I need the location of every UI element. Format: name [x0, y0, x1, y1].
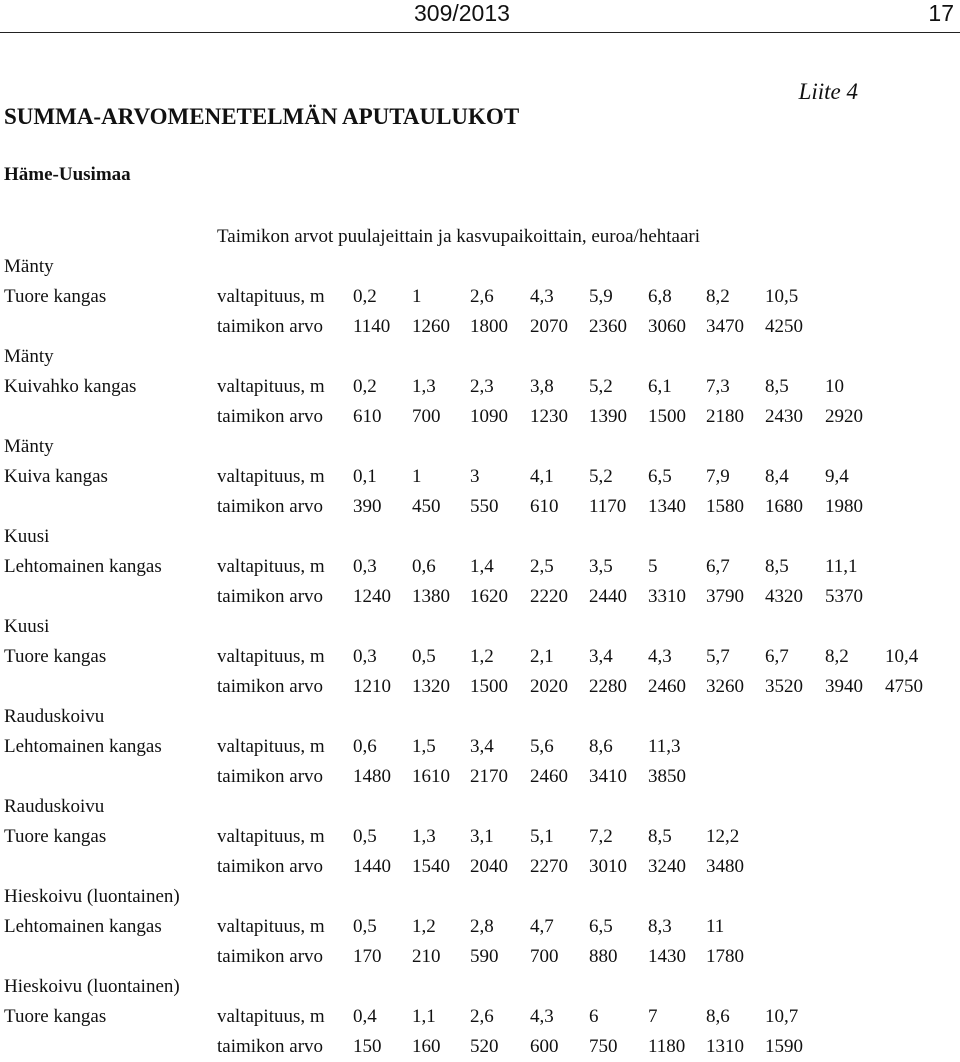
seedling-value: 2040: [470, 856, 508, 877]
species-name: Mänty: [4, 346, 54, 367]
height-value: 2,3: [470, 376, 494, 397]
height-value: 5,7: [706, 646, 730, 667]
seedling-value: 1390: [589, 406, 627, 427]
height-row: [0, 372, 960, 402]
height-value: 5,1: [530, 826, 554, 847]
height-value: 2,6: [470, 286, 494, 307]
species-name: Hieskoivu (luontainen): [4, 976, 180, 997]
height-row: [0, 282, 960, 312]
seedling-value: 1440: [353, 856, 391, 877]
seedling-value: 5370: [825, 586, 863, 607]
height-row: [0, 732, 960, 762]
site-type: Tuore kangas: [4, 646, 107, 667]
seedling-value: 2460: [530, 766, 568, 787]
height-value: 8,3: [648, 916, 672, 937]
height-value: 5,2: [589, 376, 613, 397]
height-value: 1,3: [412, 826, 436, 847]
value-label: taimikon arvo: [217, 586, 324, 607]
seedling-value: 1260: [412, 316, 450, 337]
height-value: 0,6: [353, 736, 377, 757]
height-value: 4,1: [530, 466, 554, 487]
height-value: 1,2: [470, 646, 494, 667]
height-value: 10,4: [885, 646, 919, 667]
seedling-value: 3470: [706, 316, 744, 337]
seedling-value: 2440: [589, 586, 627, 607]
value-label: taimikon arvo: [217, 766, 324, 787]
height-value: 10: [825, 376, 844, 397]
height-value: 0,5: [353, 826, 377, 847]
height-label: valtapituus, m: [217, 466, 325, 487]
height-value: 2,5: [530, 556, 554, 577]
height-value: 7,3: [706, 376, 730, 397]
seedling-value: 1500: [648, 406, 686, 427]
seedling-value: 700: [412, 406, 441, 427]
height-value: 6,5: [648, 466, 672, 487]
seedling-value: 2070: [530, 316, 568, 337]
site-type: Lehtomainen kangas: [4, 916, 162, 937]
seedling-value: 2460: [648, 676, 686, 697]
seedling-value: 1180: [648, 1036, 686, 1057]
seedling-value: 1800: [470, 316, 508, 337]
species-name: Kuusi: [4, 526, 50, 547]
height-row: [0, 912, 960, 942]
species-name: Rauduskoivu: [4, 796, 105, 817]
site-type: Tuore kangas: [4, 286, 107, 307]
height-value: 5: [648, 556, 658, 577]
seedling-value: 1310: [706, 1036, 744, 1057]
height-row: [0, 1002, 960, 1032]
height-value: 0,1: [353, 466, 377, 487]
page-title: SUMMA-ARVOMENETELMÄN APUTAULUKOT: [4, 104, 520, 129]
seedling-value: 1090: [470, 406, 508, 427]
seedling-value: 3790: [706, 586, 744, 607]
species-row: [0, 432, 960, 462]
height-value: 4,3: [530, 286, 554, 307]
height-label: valtapituus, m: [217, 556, 325, 577]
height-value: 1,3: [412, 376, 436, 397]
seedling-value: 3310: [648, 586, 686, 607]
seedling-value: 3940: [825, 676, 863, 697]
value-row: [0, 582, 960, 612]
height-value: 0,2: [353, 376, 377, 397]
seedling-value: 610: [353, 406, 382, 427]
height-value: 11,1: [825, 556, 858, 577]
seedling-value: 1780: [706, 946, 744, 967]
seedling-value: 3850: [648, 766, 686, 787]
height-value: 5,6: [530, 736, 554, 757]
seedling-value: 150: [353, 1036, 382, 1057]
height-value: 6,7: [765, 646, 789, 667]
seedling-value: 170: [353, 946, 382, 967]
species-row: [0, 702, 960, 732]
species-row: [0, 522, 960, 552]
species-name: Mänty: [4, 256, 54, 277]
value-label: taimikon arvo: [217, 316, 324, 337]
height-value: 10,5: [765, 286, 799, 307]
height-label: valtapituus, m: [217, 286, 325, 307]
site-type: Kuivahko kangas: [4, 376, 137, 397]
seedling-value: 3480: [706, 856, 744, 877]
seedling-value: 590: [470, 946, 499, 967]
seedling-value: 1620: [470, 586, 508, 607]
seedling-value: 4750: [885, 676, 923, 697]
region-heading: Häme-Uusimaa: [4, 164, 131, 185]
value-row: [0, 942, 960, 972]
height-value: 1,4: [470, 556, 494, 577]
height-value: 0,5: [412, 646, 436, 667]
height-value: 1,1: [412, 1006, 436, 1027]
site-type: Lehtomainen kangas: [4, 736, 162, 757]
site-type: Lehtomainen kangas: [4, 556, 162, 577]
height-value: 7: [648, 1006, 658, 1027]
seedling-value: 1480: [353, 766, 391, 787]
height-value: 3: [470, 466, 480, 487]
seedling-value: 3060: [648, 316, 686, 337]
seedling-value: 1610: [412, 766, 450, 787]
seedling-value: 2430: [765, 406, 803, 427]
height-value: 3,8: [530, 376, 554, 397]
seedling-value: 2180: [706, 406, 744, 427]
height-value: 8,5: [765, 556, 789, 577]
height-value: 11: [706, 916, 725, 937]
height-value: 6,7: [706, 556, 730, 577]
seedling-value: 1680: [765, 496, 803, 517]
appendix-label: Liite 4: [798, 79, 858, 104]
height-value: 4,7: [530, 916, 554, 937]
height-label: valtapituus, m: [217, 1006, 325, 1027]
species-row: [0, 342, 960, 372]
seedling-value: 3260: [706, 676, 744, 697]
species-row: [0, 252, 960, 282]
value-row: [0, 762, 960, 792]
seedling-value: 1230: [530, 406, 568, 427]
height-value: 2,1: [530, 646, 554, 667]
height-value: 0,3: [353, 646, 377, 667]
seedling-value: 2270: [530, 856, 568, 877]
seedling-value: 1340: [648, 496, 686, 517]
seedling-value: 3240: [648, 856, 686, 877]
height-value: 8,5: [765, 376, 789, 397]
page-number: 17: [928, 0, 954, 26]
seedling-value: 2280: [589, 676, 627, 697]
seedling-value: 1980: [825, 496, 863, 517]
value-label: taimikon arvo: [217, 1036, 324, 1057]
seedling-value: 450: [412, 496, 441, 517]
value-row: [0, 672, 960, 702]
height-value: 1: [412, 286, 422, 307]
species-row: [0, 972, 960, 1002]
species-name: Rauduskoivu: [4, 706, 105, 727]
height-value: 6: [589, 1006, 599, 1027]
site-type: Kuiva kangas: [4, 466, 108, 487]
value-label: taimikon arvo: [217, 856, 324, 877]
height-value: 8,6: [589, 736, 613, 757]
seedling-value: 1320: [412, 676, 450, 697]
value-row: [0, 492, 960, 522]
seedling-value: 2220: [530, 586, 568, 607]
height-value: 7,2: [589, 826, 613, 847]
height-label: valtapituus, m: [217, 646, 325, 667]
height-row: [0, 552, 960, 582]
seedling-value: 880: [589, 946, 618, 967]
seedling-value: 1140: [353, 316, 391, 337]
seedling-value: 750: [589, 1036, 618, 1057]
table-caption: Taimikon arvot puulajeittain ja kasvupaikoittain, euroa/hehtaari: [217, 226, 701, 247]
height-value: 0,5: [353, 916, 377, 937]
height-value: 6,1: [648, 376, 672, 397]
seedling-value: 3010: [589, 856, 627, 877]
seedling-value: 2360: [589, 316, 627, 337]
seedling-value: 2170: [470, 766, 508, 787]
seedling-value: 1170: [589, 496, 627, 517]
height-value: 6,5: [589, 916, 613, 937]
height-row: [0, 822, 960, 852]
height-value: 10,7: [765, 1006, 799, 1027]
height-value: 2,6: [470, 1006, 494, 1027]
value-label: taimikon arvo: [217, 496, 324, 517]
species-name: Kuusi: [4, 616, 50, 637]
seedling-value: 3410: [589, 766, 627, 787]
height-value: 8,5: [648, 826, 672, 847]
seedling-value: 160: [412, 1036, 441, 1057]
height-value: 6,8: [648, 286, 672, 307]
height-value: 7,9: [706, 466, 730, 487]
species-name: Mänty: [4, 436, 54, 457]
value-row: [0, 1032, 960, 1062]
seedling-value: 2020: [530, 676, 568, 697]
height-value: 8,4: [765, 466, 789, 487]
seedling-value: 1580: [706, 496, 744, 517]
site-type: Tuore kangas: [4, 826, 107, 847]
seedling-value: 1590: [765, 1036, 803, 1057]
height-value: 4,3: [648, 646, 672, 667]
seedling-value: 210: [412, 946, 441, 967]
seedling-value-table: [0, 252, 960, 1062]
height-value: 3,4: [470, 736, 494, 757]
height-value: 3,4: [589, 646, 613, 667]
value-row: [0, 402, 960, 432]
value-label: taimikon arvo: [217, 946, 324, 967]
document-number: 309/2013: [414, 0, 510, 26]
height-value: 4,3: [530, 1006, 554, 1027]
height-value: 0,3: [353, 556, 377, 577]
seedling-value: 1430: [648, 946, 686, 967]
value-row: [0, 852, 960, 882]
height-label: valtapituus, m: [217, 916, 325, 937]
seedling-value: 520: [470, 1036, 499, 1057]
seedling-value: 600: [530, 1036, 559, 1057]
height-row: [0, 642, 960, 672]
height-value: 11,3: [648, 736, 681, 757]
seedling-value: 1540: [412, 856, 450, 877]
height-value: 8,6: [706, 1006, 730, 1027]
seedling-value: 700: [530, 946, 559, 967]
seedling-value: 4320: [765, 586, 803, 607]
height-label: valtapituus, m: [217, 736, 325, 757]
height-value: 5,9: [589, 286, 613, 307]
species-row: [0, 612, 960, 642]
height-value: 2,8: [470, 916, 494, 937]
height-value: 3,5: [589, 556, 613, 577]
seedling-value: 390: [353, 496, 382, 517]
height-value: 9,4: [825, 466, 849, 487]
value-row: [0, 312, 960, 342]
height-value: 5,2: [589, 466, 613, 487]
species-row: [0, 792, 960, 822]
species-name: Hieskoivu (luontainen): [4, 886, 180, 907]
height-value: 0,6: [412, 556, 436, 577]
height-value: 3,1: [470, 826, 494, 847]
height-value: 1: [412, 466, 422, 487]
height-value: 1,5: [412, 736, 436, 757]
height-value: 0,4: [353, 1006, 377, 1027]
seedling-value: 2920: [825, 406, 863, 427]
seedling-value: 1380: [412, 586, 450, 607]
seedling-value: 1500: [470, 676, 508, 697]
height-label: valtapituus, m: [217, 376, 325, 397]
height-value: 1,2: [412, 916, 436, 937]
height-value: 8,2: [825, 646, 849, 667]
species-row: [0, 882, 960, 912]
site-type: Tuore kangas: [4, 1006, 107, 1027]
height-value: 8,2: [706, 286, 730, 307]
seedling-value: 1210: [353, 676, 391, 697]
height-value: 0,2: [353, 286, 377, 307]
height-label: valtapituus, m: [217, 826, 325, 847]
seedling-value: 4250: [765, 316, 803, 337]
value-label: taimikon arvo: [217, 406, 324, 427]
seedling-value: 550: [470, 496, 499, 517]
value-label: taimikon arvo: [217, 676, 324, 697]
page-header: [0, 0, 960, 33]
seedling-value: 610: [530, 496, 559, 517]
height-value: 12,2: [706, 826, 740, 847]
height-row: [0, 462, 960, 492]
seedling-value: 3520: [765, 676, 803, 697]
seedling-value: 1240: [353, 586, 391, 607]
